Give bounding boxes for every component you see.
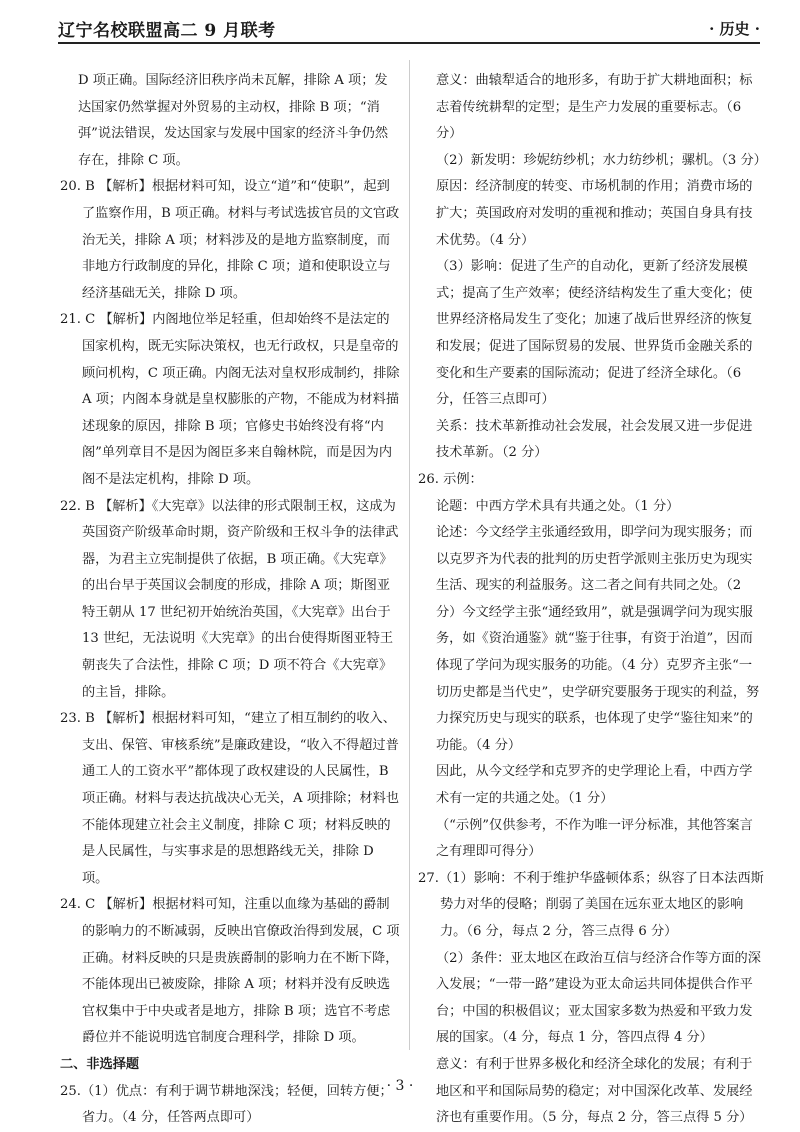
answer-24-text: 根据材料可知，注重以血缘为基础的爵制的影响力的不断减弱，反映出官僚政治得到发展，C 项正确。材料反映的只是贵族爵制的影响力在不断下降，不能体现出已被废除，排除 A 项；材料并没有反映选官权集中于中央或者是地方，排除 B 项；选官不考虑爵位并不能说明选官制度合理科学，排除 D 项。: [82, 897, 400, 1046]
answer-24-number: 24. C: [60, 897, 96, 913]
answer-23-text: 根据材料可知，“建立了相互制约的收入、支出、保管、审核系统”是廉政建设，“收入不得超过普通工人的工资水平”都体现了政权建设的人民属性，B 项正确。材料与表达抗战决心无关，A 项排除；材料也不能体现建立社会主义制度，排除 C 项；材料反映的是人民属性，与实事求是的思想路线无关，排除 D 项。: [82, 711, 400, 886]
answer-22-number: 22. B: [60, 498, 95, 514]
answer-27-significance: 意义：有利于世界多极化和经济全球化的发展；有利于地区和平和国际局势的稳定；对中国深化改革、发展经济也有重要作用。（5 分，每点 2 分，答三点得 5 分）: [436, 1056, 753, 1126]
right-column: [418, 68, 767, 1132]
answer-21: [60, 307, 400, 493]
answer-24-tag: 【解析】: [99, 897, 153, 913]
answer-21-tag: 【解析】: [99, 312, 153, 328]
answer-26-conclusion: 因此，从今文经学和克罗齐的史学理论上看，中西方学术有一定的共通之处。（1 分）: [436, 764, 753, 807]
answer-26-argument: 论述：今文经学主张通经致用，即学问为现实服务；而以克罗齐为代表的批判的历史哲学派则主张历史为现实生活、现实的利益服务。这二者之间有共同之处。（2 分）今文经学主张“通经致用”，就是强调学问为现实服务，如《资治通鉴》就“鉴于往事，有资于治道”，因而体现了学问为现实服务的功能。（4 分）克罗齐主张“一切历史都是当代史”，史学研究要服务于现实的利益，努力探究历史与现实的联系，也体现了史学“鉴往知来”的功能。（4 分）: [436, 525, 760, 753]
page-header: [58, 14, 760, 44]
page-number: · 3 ·: [386, 1078, 414, 1094]
exam-title: 辽宁名校联盟高二 9 月联考: [58, 21, 276, 41]
answer-25-significance: 意义：曲辕犁适合的地形多，有助于扩大耕地面积；标志着传统耕犁的定型；是生产力发展的重要标志。（6 分）: [436, 73, 753, 142]
answer-26-thesis: 论题：中西方学术具有共通之处。（1 分）: [436, 498, 680, 514]
answer-25-relation: 关系：技术革新推动社会发展，社会发展又进一步促进技术革新。（2 分）: [436, 418, 753, 461]
section-heading: 二、非选择题: [60, 1056, 140, 1072]
answer-26-heading: 26. 示例：: [418, 471, 483, 487]
answer-25-reasons: 原因：经济制度的转变、市场机制的作用；消费市场的扩大；英国政府对发明的重视和推动；英国自身具有技术优势。（4 分）: [436, 179, 753, 248]
answer-21-number: 21. C: [60, 312, 96, 328]
q19-continuation: D 项正确。国际经济旧秩序尚未瓦解，排除 A 项；发达国家仍然掌握对外贸易的主动权，排除 B 项；“消弭”说法错误，发达国家与发展中国家的经济斗争仍然存在，排除 C 项。: [78, 73, 389, 168]
answer-23: [60, 706, 400, 892]
answer-27-part2: （2）条件：亚太地区在政治互信与经济合作等方面的深入发展；“一带一路”建设为亚太命运共同体提供合作平台；中国的积极倡议；亚太国家多数为热爱和平致力发展的国家。（4 分，每点 1 分，答四点得 4 分）: [436, 950, 761, 1046]
column-divider: [409, 60, 410, 1050]
answer-22-text: 《大宪章》以法律的形式限制王权，这成为英国资产阶级革命时期，资产阶级和王权斗争的法律武器，为君主立宪制提供了依据，B 项正确。《大宪章》的出台早于英国议会制度的形成，排除 A 项；斯图亚特王朝从 17 世纪初开始统治英国，《大宪章》出台于 13 世纪，无法说明《大宪章》的出台使得斯图亚特王朝丧失了合法性，排除 C 项；D 项不符合《大宪章》的主旨，排除。: [82, 498, 399, 700]
answer-20-tag: 【解析】: [99, 179, 152, 195]
answer-27-part1: 27.（1）影响：不利于维护华盛顿体系；纵容了日本法西斯势力对华的侵略；削弱了美国在远东亚太地区的影响力。（6 分，每点 2 分，答三点得 6 分）: [418, 870, 764, 939]
header-rule: [58, 42, 760, 44]
answer-22-tag: 【解析】: [99, 498, 152, 514]
left-column: [60, 68, 400, 1132]
answer-20-number: 20. B: [60, 179, 95, 195]
answer-24: [60, 892, 400, 1052]
answer-23-tag: 【解析】: [99, 711, 152, 727]
answer-25-part2: （2）新发明：珍妮纺纱机；水力纺纱机；骡机。（3 分）: [436, 152, 767, 168]
answer-26-note: （“示例”仅供参考，不作为唯一评分标准，其他答案言之有理即可得分）: [436, 817, 753, 860]
answer-22: [60, 494, 400, 707]
answer-23-number: 23. B: [60, 711, 95, 727]
subject-label: · 历史 ·: [709, 20, 760, 38]
answer-25-part1: 25.（1）优点：有利于调节耕地深浅；轻便，回转方便；省力。（4 分，任答两点即可）: [60, 1083, 393, 1126]
answer-20-text: 根据材料可知，设立“道”和“使职”，起到了监察作用，B 项正确。材料与考试选拔官员的文官政治无关，排除 A 项；材料涉及的是地方监察制度，而非地方行政制度的异化，排除 C 项；道和使职设立与经济基础无关，排除 D 项。: [82, 179, 400, 301]
answer-25-part3: （3）影响：促进了生产的自动化，更新了经济发展模式；提高了生产效率；使经济结构发生了重大变化；使世界经济格局发生了变化；加速了战后世界经济的恢复和发展；促进了国际贸易的发展、世界货币金融关系的变化和生产要素的国际流动；促进了经济全球化。（6 分，任答三点即可）: [436, 259, 753, 408]
answer-21-text: 内阁地位举足轻重，但却始终不是法定的国家机构，既无实际决策权，也无行政权，只是皇帝的顾问机构，C 项正确。内阁无法对皇权形成制约，排除 A 项；内阁本身就是皇权膨胀的产物，不能成为材料描述现象的原因，排除 B 项；官修史书始终没有将“内阁”单列章目不是因为阁臣多来自翰林院，而是因为内阁不是法定机构，排除 D 项。: [82, 312, 400, 487]
answer-20: [60, 174, 400, 307]
